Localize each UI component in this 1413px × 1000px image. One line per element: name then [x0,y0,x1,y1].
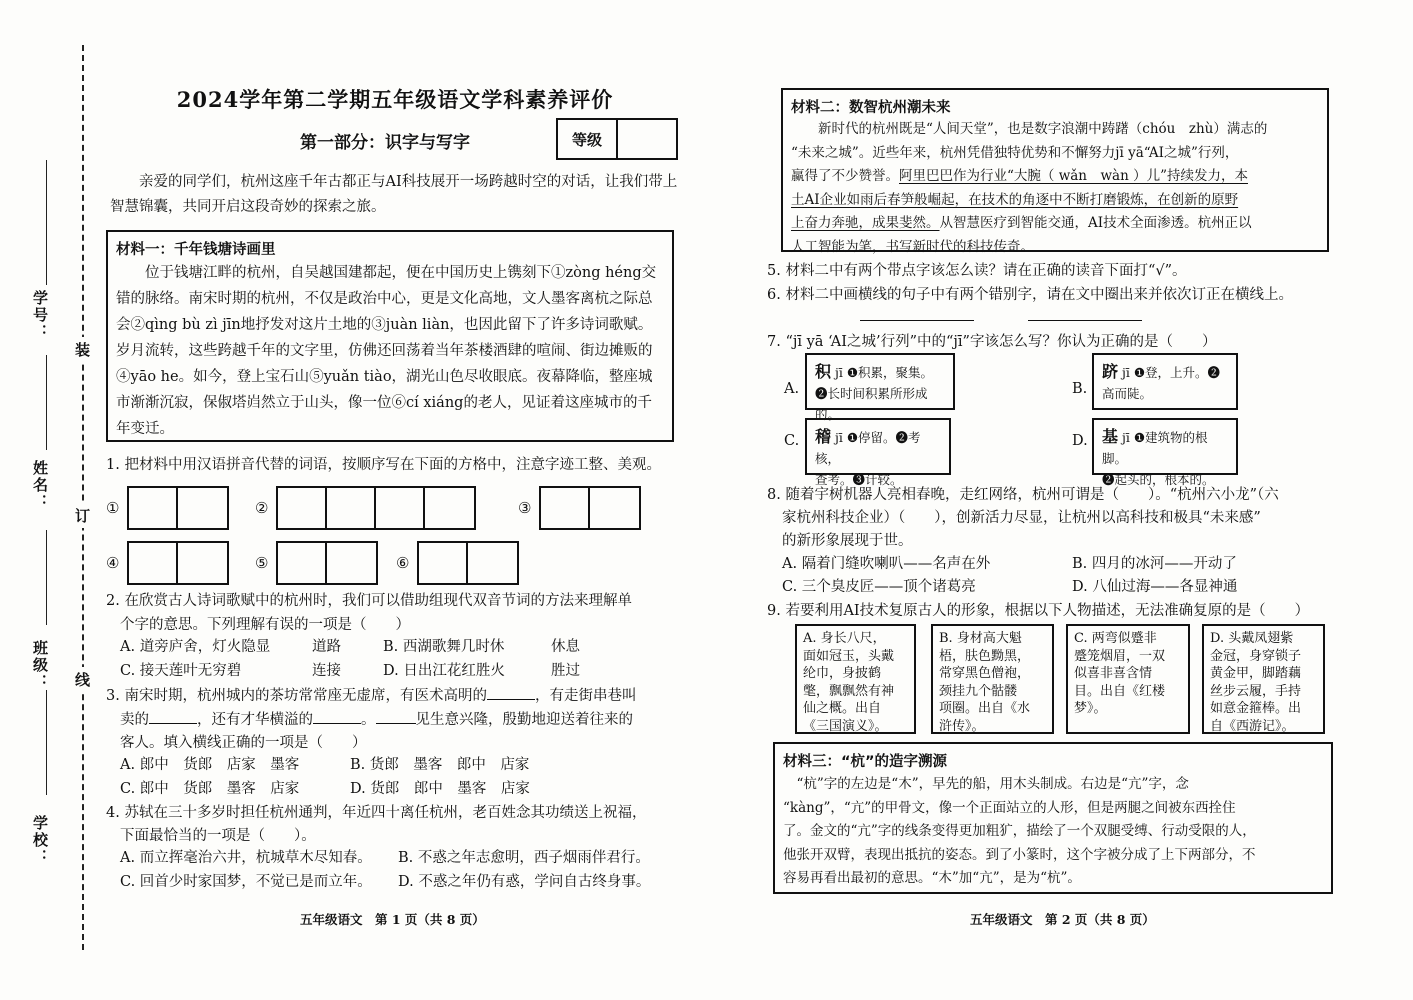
question-8-line-1: 8. 随着宇树机器人亮相春晚，走红网络，杭州可谓是（ ）。“杭州六小龙”（六 [767,487,1279,503]
q3-blank-3[interactable] [313,723,361,724]
q9-c-line: 目。出自《红楼 [1074,683,1166,699]
q9-option-a-card[interactable] [795,624,916,734]
q7-b-char: 跻 [1102,362,1119,381]
answer-grid-2[interactable] [255,486,476,530]
grid-label-4: ④ [106,554,120,572]
q9-d-line: D. 头戴凤翅紫 [1210,631,1294,646]
q7-option-c-card[interactable] [805,418,951,487]
grid-cells-3[interactable] [539,486,641,530]
q7-b-def-1: jī ❶登，上升。❷ [1118,365,1221,380]
school-field[interactable] [46,690,47,795]
material3-line-1: “杭”字的左边是“木”，早先的船，用木头制成。右边是“亢”字，念 [796,776,1189,792]
q2-option-c-gloss: 连接 [312,663,341,679]
q3-text-2c: 。 [361,712,376,728]
q2-option-b-gloss: 休息 [551,639,580,655]
question-4-line-2: 下面最恰当的一项是（ ）。 [120,828,316,844]
material2-line-5 [791,212,1319,236]
question-2-line-2: 个字的意思。下列理解有误的一项是（ ） [120,617,410,633]
q8-option-b[interactable]: B. 四月的冰河——开动了 [1072,556,1237,572]
question-4-line-1: 4. 苏轼在三十多岁时担任杭州通判，年近四十离任杭州，老百姓念其功绩送上祝福， [106,805,647,821]
q8-option-c[interactable]: C. 三个臭皮匠——顶个诸葛亮 [782,579,976,595]
q9-a-line: 面如冠玉，头戴 [803,648,895,664]
page2-footer: 五年级语文 第 2 页（共 8 页） [970,912,1155,927]
q9-b-line: 常穿黑色僧袍， [939,666,1031,681]
page1-footer: 五年级语文 第 1 页（共 8 页） [300,912,485,927]
q7-d-def-2: ❷起头的，根本的。 [1102,472,1215,487]
grid-cells-2[interactable] [276,486,476,530]
grid-label-3: ③ [518,499,532,517]
q4-option-c[interactable]: C. 回首少时家国梦，不觉已是而立年。 [120,874,372,890]
q3-blank-2[interactable] [149,723,197,724]
material2-title: 材料二：数智杭州潮未来 [791,100,951,116]
q3-blank-1[interactable] [487,699,535,700]
q9-c-line: 似喜非喜含情 [1074,666,1153,681]
q7-a-def-1: jī ❶积累，聚集。 [831,365,934,380]
q7-option-d-card[interactable] [1092,418,1238,487]
q9-a-line: 纶巾，身披鹤 [803,666,882,681]
material3-line-5: 容易再看出最初的意思。“木”加“亢”，是为“杭”。 [783,870,1081,886]
q7-option-b-card[interactable] [1092,353,1238,410]
question-9: 9. 若要利用AI技术复原古人的形象，根据以下人物描述，无法准确复原的是（ ） [767,603,1310,619]
material2-line-6: 人工智能为笔，书写新时代的科技传奇。 [791,238,1034,255]
grid-label-2: ② [255,499,269,517]
q9-b-line: B. 身材高大魁 [939,631,1022,646]
binding-ding: 订 [75,503,90,528]
material1-box [106,230,674,442]
question-6: 6. 材料二中画横线的句子中有两个错别字，请在文中圈出来并依次订正在横线上。 [767,287,1293,303]
school-label: 学校： [31,815,49,866]
q9-b-line: 颈挂九个骷髅 [939,683,1018,699]
question-5: 5. 材料二中有两个带点字该怎么读？请在正确的读音下面打“√”。 [767,263,1187,279]
q9-d-line: 金冠，身穿锁子 [1210,648,1302,664]
q3-blank-4[interactable] [376,723,416,724]
question-8-line-3: 的新形象展现于世。 [782,533,913,549]
grid-cells-1[interactable] [127,486,229,530]
q3-text-2d: 见生意兴隆，殷勤地迎送着往来的 [415,712,633,728]
material2-underlined-4: 土AI企业如雨后春笋般崛起，在技术的角逐中不断打磨锻炼，在创新的原野 [791,191,1239,208]
q3-text-2a: 卖的 [120,712,149,728]
q9-d-line: 如意金箍棒。出 [1210,701,1302,716]
material3-title: 材料三：“杭”的造字溯源 [783,754,948,770]
answer-grid-4[interactable] [106,541,229,585]
q9-a-line: A. 身长八尺， [803,631,886,646]
q9-d-line: 丝步云履，手持 [1210,683,1302,699]
material2-box [781,88,1329,255]
material2-underlined-5: 上奋力奔驰，成果斐然。 [791,215,940,231]
material3-line-4: 他张开双臂，表现出抵抗的姿态。到了小篆时，这个字被分成了上下两部分，不 [783,846,1256,863]
q7-d-def-1: jī ❶建筑物的根脚。 [1102,430,1208,466]
question-8-line-2: 家杭州科技企业）（ ），创新活力尽显，让杭州以高科技和极具“未来感” [782,510,1261,526]
grid-cells-5[interactable] [276,541,378,585]
q9-c-line: 梦》。 [1074,701,1107,716]
material2-line-1: 新时代的杭州既是“人间天堂”，也是数字浪潮中踌躇（chóu zhù）满志的 [818,121,1268,137]
material2-line-3 [791,165,1319,189]
q9-d-line: 自《西游记》。 [1210,718,1295,734]
q2-option-d-gloss: 胜过 [551,663,580,679]
page-title: 2024学年第二学期五年级语文学科素养评价 [176,87,614,112]
q7-option-c-letter[interactable]: C. [784,433,800,449]
q9-a-line: 氅，飘飘然有神 [803,683,895,699]
q4-option-a[interactable]: A. 而立挥毫治六井，杭城草木尽知春。 [120,850,372,866]
question-1: 1. 把材料中用汉语拼音代替的词语，按顺序写在下面的方格中，注意字迹工整、美观。 [106,457,661,473]
q7-option-b-letter[interactable]: B. [1072,381,1088,397]
q7-option-d-letter[interactable]: D. [1072,433,1088,449]
material1-text: 位于钱塘江畔的杭州，自吴越国建都起，便在中国历史上镌刻下①zòng héng交错的脉络。南宋时期的杭州，不仅是政治中心，更是文化高地，文人墨客离杭之际总会②qìng bù zì jīn地抒发对这片土地的③juàn liàn，也因此留下了许多诗词歌赋。岁月流转，这些跨越千年的文字里，仿佛还回荡着当年茶楼酒肆的喧闹、街边摊贩的④yāo he。如今，登上宝石山⑤yuǎn tiào，湖光山色尽收眼底。夜幕降临，整座城市渐渐沉寂，保俶塔岿然立于山头，像一位⑥cí xiáng的老人，见证着这座城市的千年变迁。 [116,265,657,437]
part-title: 第一部分：识字与写字 [300,133,470,153]
binding-xian: 线 [75,667,90,692]
material2-underlined-3: 阿里巴巴作为行业“大腕（ wǎn wàn ）儿”持续发力，本 [899,168,1248,184]
grade-field[interactable] [618,120,676,158]
name-label: 姓名： [31,460,49,511]
q9-a-line: 《三国演义》。 [803,718,888,734]
q7-option-a-letter[interactable]: A. [784,381,800,397]
q7-d-char: 基 [1102,427,1119,446]
grid-label-6: ⑥ [396,554,410,572]
q9-option-b-card[interactable] [931,624,1054,734]
grade-box [556,118,678,160]
q9-a-line: 仙之概。出自 [803,701,882,716]
q7-b-def-2: 高而陡。 [1102,386,1153,401]
q3-option-d[interactable]: D. 货郎 郎中 墨客 店家 [350,781,530,797]
intro-text: 亲爱的同学们，杭州这座千年古都正与AI科技展开一场跨越时空的对话，让我们带上智慧锦囊，共同开启这段奇妙的探索之旅。 [110,174,678,215]
q7-option-a-card[interactable] [805,353,955,422]
q7-a-char: 积 [815,362,832,381]
q7-c-def-1: jī ❶停留。❷考核， [815,430,921,466]
answer-grid-3[interactable] [518,486,641,530]
grid-cells-4[interactable] [127,541,229,585]
answer-grid-1[interactable] [106,486,229,530]
grid-label-1: ① [106,499,120,517]
q8-option-a[interactable]: A. 隔着门缝吹喇叭——名声在外 [782,556,991,572]
q6-answer-line-1[interactable] [860,320,974,321]
question-7: 7. “jī yā ‘AI之城’行列”中的“jī”字该怎么写？你认为正确的是（ ） [767,334,1217,350]
material2-line-3a: 赢得了不少赞誉。 [791,168,899,184]
q7-c-char: 稽 [815,427,832,446]
class-label: 班级： [31,640,49,691]
q9-option-c-card[interactable] [1066,624,1190,734]
binding-cut-line [82,45,84,950]
question-2-line-1: 2. 在欣赏古人诗词歌赋中的杭州时，我们可以借助组现代双音节词的方法来理解单 [106,593,632,609]
grid-cells-6[interactable] [417,541,519,585]
material3-line-3: 了。金文的“亢”字的线条变得更加粗犷，描绘了一个双腿受缚、行动受限的人， [783,823,1256,839]
q2-option-a-gloss: 道路 [312,639,341,655]
q9-option-d-card[interactable] [1202,624,1325,734]
student-no-label: 学号： [31,290,49,341]
q4-option-b[interactable]: B. 不惑之年志愈明，西子烟雨伴君行。 [398,850,650,866]
material2-line-5b: 从智慧医疗到智能交通，AI技术全面渗透。杭州正以 [939,215,1252,231]
q4-option-d[interactable]: D. 不惑之年仍有惑，学问自古终身事。 [398,874,651,890]
q2-option-b[interactable]: B. 西湖歌舞几时休 [383,639,505,655]
q9-d-line: 黄金甲，脚踏藕 [1210,666,1302,681]
answer-grid-6[interactable] [396,541,519,585]
q2-option-a[interactable]: A. 道旁庐舍，灯火隐显 [120,639,271,655]
question-3-line-2 [120,708,633,732]
student-no-field[interactable] [46,160,47,285]
question-3-line-3: 客人。填入横线正确的一项是（ ） [120,735,367,751]
binding-zhuang: 装 [75,337,90,362]
grid-label-5: ⑤ [255,554,269,572]
q8-option-d[interactable]: D. 八仙过海——各显神通 [1072,579,1238,595]
grade-label: 等级 [558,120,618,158]
class-field[interactable] [46,530,47,625]
q2-option-d[interactable]: D. 日出江花红胜火 [383,663,505,679]
q9-c-line: 蹙笼烟眉，一双 [1074,648,1166,664]
material3-box [773,742,1333,894]
q3-text-2b: ，还有才华横溢的 [197,712,313,728]
q3-text-1a: 3. 南宋时期，杭州城内的茶坊常常座无虚席，有医术高明的 [106,688,487,704]
q7-c-def-2: 查考。❸计较。 [815,472,903,487]
q9-b-line: 项圈。出自《水 [939,701,1031,716]
name-field[interactable] [46,355,47,450]
q9-b-line: 梧，肤色黝黑， [939,648,1031,664]
material1-title: 材料一：千年钱塘诗画里 [116,242,276,258]
q3-option-a[interactable]: A. 郎中 货郎 店家 墨客 [120,757,300,773]
q7-a-def-2: ❷长时间积累所形成的。 [815,386,928,422]
q3-option-b[interactable]: B. 货郎 墨客 郎中 店家 [350,757,530,773]
q6-answer-line-2[interactable] [1028,320,1142,321]
material3-line-2: “kàng”，“亢”的甲骨文，像一个正面站立的人形，但是两腿之间被东西拴住 [783,799,1236,816]
q3-text-1b: ，有走街串巷叫 [534,688,637,704]
answer-grid-5[interactable] [255,541,378,585]
question-3-line-1 [106,684,636,708]
q9-c-line: C. 两弯似蹙非 [1074,631,1157,646]
q3-option-c[interactable]: C. 郎中 货郎 墨客 店家 [120,781,300,797]
material2-line-2: “未来之城”。近些年来，杭州凭借独特优势和不懈努力jī yā“AI之城”行列， [791,144,1239,161]
q9-b-line: 浒传》。 [939,718,985,734]
q2-option-c[interactable]: C. 接天莲叶无穷碧 [120,663,242,679]
